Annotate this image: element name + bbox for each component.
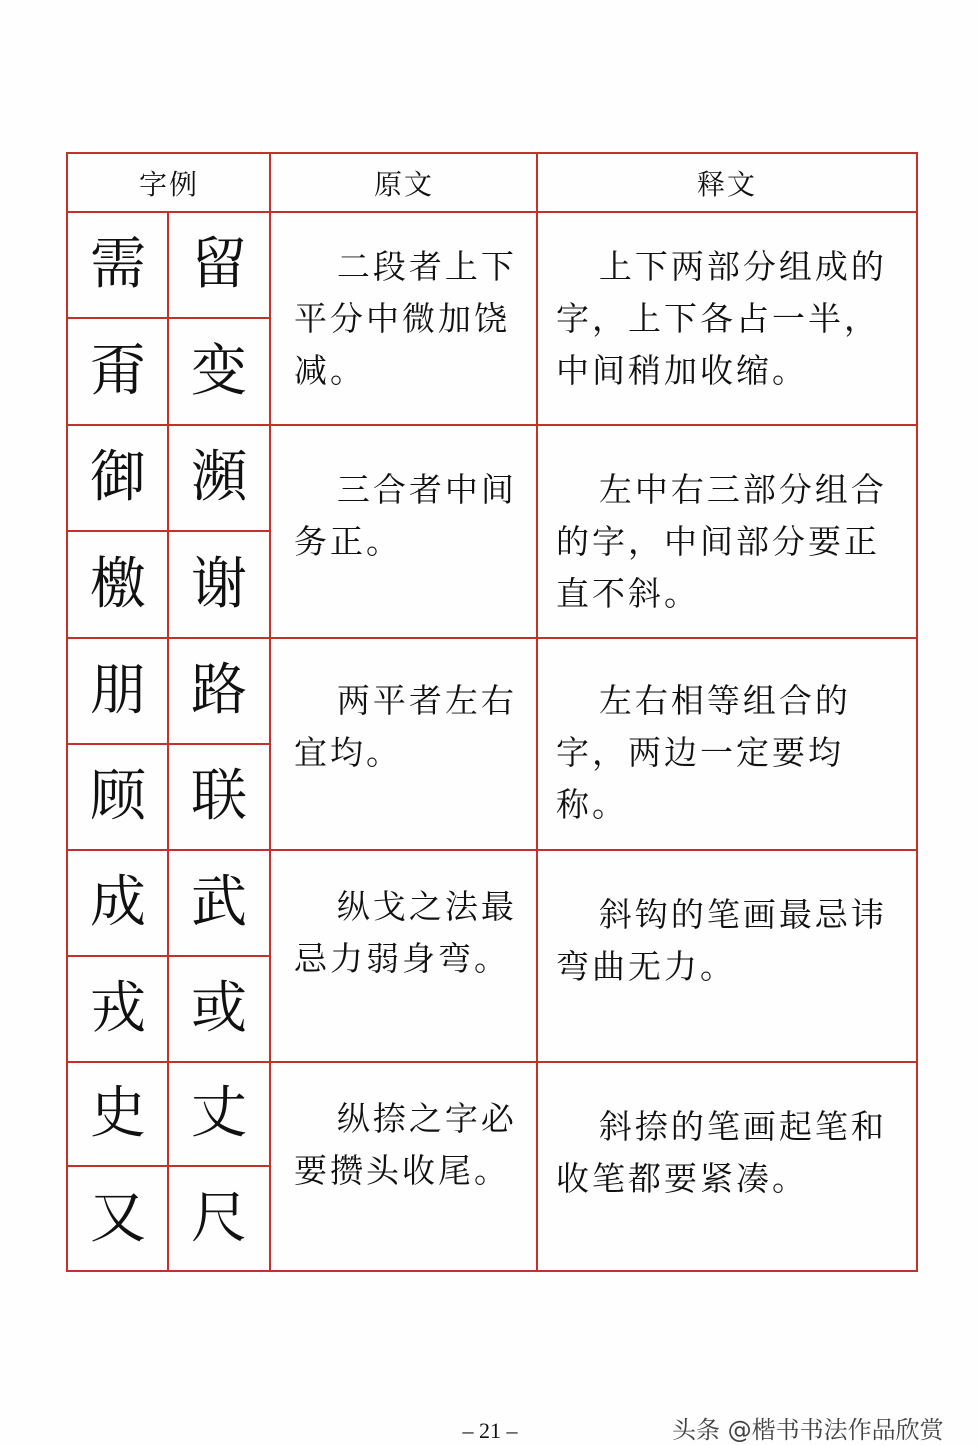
example-char: 需: [90, 232, 146, 297]
page-number: – 21 –: [462, 1418, 518, 1443]
translation-text: 上下两部分组成的字，上下各占一半，中间稍加收缩。: [556, 247, 887, 390]
original-cell: [272, 213, 536, 424]
header-original: 原文: [373, 168, 434, 201]
translation-cell: [538, 639, 916, 849]
original-cell: [272, 851, 536, 1061]
example-char: 甭: [90, 338, 146, 404]
translation-text: 斜捺的笔画起笔和收笔都要紧凑。: [556, 1107, 887, 1198]
original-text: 二段者上下平分中微加饶减。: [294, 247, 517, 390]
example-char: 戎: [90, 976, 146, 1041]
example-char: 丈: [191, 1081, 247, 1146]
translation-cell: [538, 851, 916, 1061]
example-char: 檄: [90, 551, 146, 617]
translation-text: 左右相等组合的字，两边一定要均称。: [556, 681, 851, 824]
example-char: 又: [90, 1185, 146, 1251]
translation-text: 左中右三部分组合的字，中间部分要正直不斜。: [556, 470, 887, 613]
original-text: 纵捺之字必要攒头收尾。: [294, 1099, 517, 1190]
header-translation: 释文: [696, 168, 757, 201]
example-char: 留: [191, 232, 247, 297]
translation-cell: [538, 426, 916, 637]
example-char: 谢: [191, 551, 247, 617]
original-cell: [272, 1063, 536, 1270]
translation-cell: [538, 213, 916, 424]
example-char: 联: [191, 764, 247, 829]
original-text: 两平者左右宜均。: [294, 681, 517, 772]
original-cell: [272, 426, 536, 637]
example-char: 成: [90, 870, 146, 935]
example-char: 或: [191, 976, 247, 1041]
watermark: 头条 @楷书书法作品欣赏: [672, 1416, 944, 1444]
example-char: 顾: [90, 764, 146, 829]
example-char: 史: [90, 1081, 146, 1146]
example-char: 朋: [90, 658, 146, 723]
original-text: 三合者中间务正。: [294, 470, 517, 561]
header-examples: 字例: [138, 168, 199, 201]
translation-cell: [538, 1063, 916, 1270]
original-cell: [272, 639, 536, 849]
example-char: 瀕: [191, 445, 247, 510]
example-char: 御: [90, 445, 146, 510]
translation-text: 斜钩的笔画最忌讳弯曲无力。: [556, 895, 887, 986]
example-char: 武: [191, 870, 247, 935]
original-text: 纵戈之法最忌力弱身弯。: [294, 887, 517, 978]
calligraphy-table: [66, 152, 918, 1272]
example-char: 尺: [191, 1185, 247, 1251]
example-char: 路: [191, 658, 247, 723]
example-char: 变: [191, 338, 247, 404]
